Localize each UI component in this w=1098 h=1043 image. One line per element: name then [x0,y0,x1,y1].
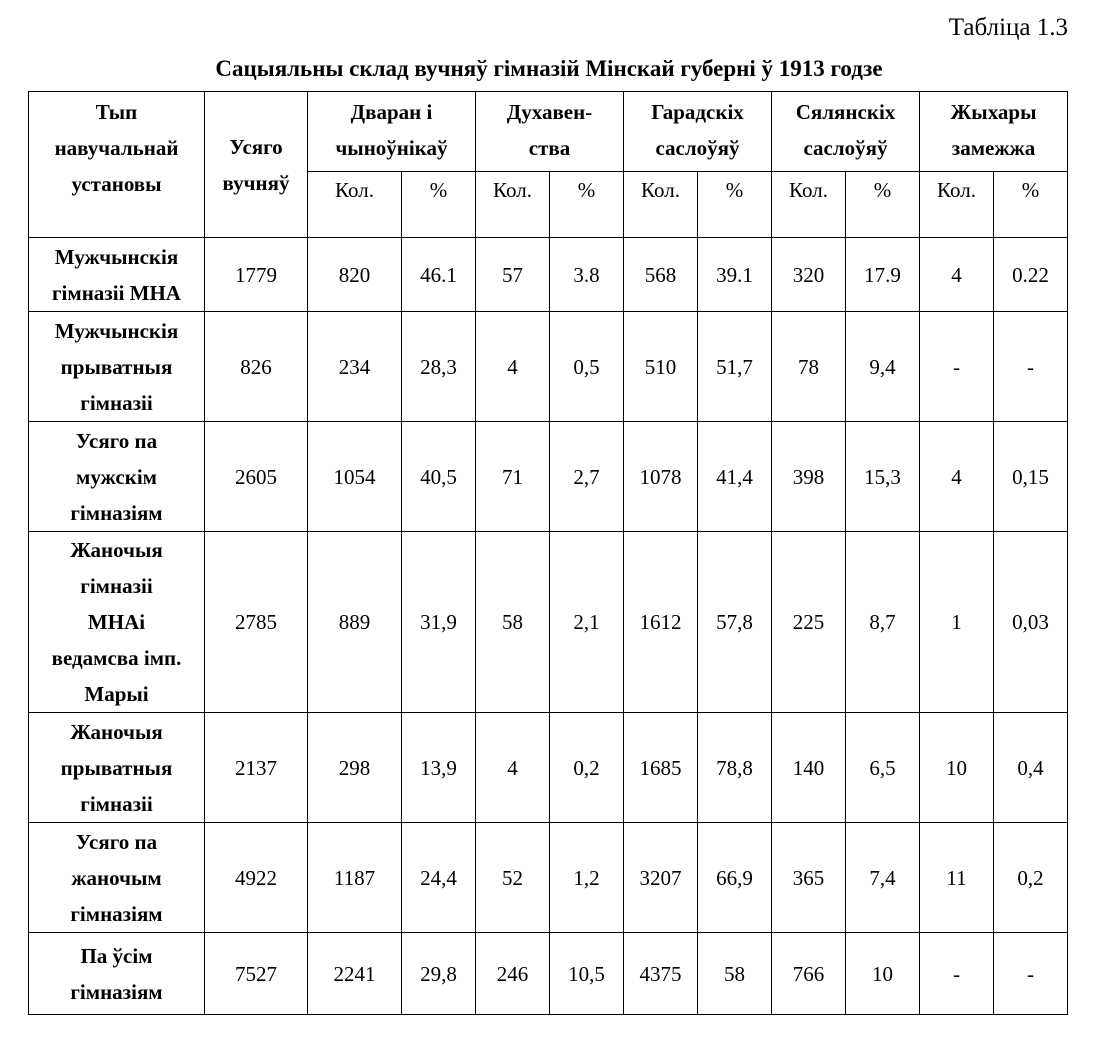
total-cell: 7527 [205,933,308,1015]
percent-cell: 46.1 [402,238,476,312]
count-cell: 1078 [624,422,698,532]
count-cell: 398 [772,422,846,532]
row-label: Мужчынскія гімназіі МНА [29,238,205,312]
row-label: Па ўсім гімназіям [29,933,205,1015]
percent-cell: - [994,933,1068,1015]
count-cell: 52 [476,823,550,933]
count-cell: 4 [920,422,994,532]
count-cell: 234 [308,312,402,422]
percent-cell: 28,3 [402,312,476,422]
header-group-urban: Гарадскіх саслоўяў [624,92,772,172]
header-row-groups [29,92,1068,172]
percent-cell: 2,7 [550,422,624,532]
table-title: Сацыяльны склад вучняў гімназій Мінскай губерні ў 1913 годзе [215,56,883,81]
count-cell: 298 [308,713,402,823]
header-total-col: Усяго вучняў [205,92,308,238]
percent-cell: 40,5 [402,422,476,532]
percent-cell: 57,8 [698,532,772,713]
percent-cell: 29,8 [402,933,476,1015]
percent-cell: 0,15 [994,422,1068,532]
count-cell: 820 [308,238,402,312]
table-row [29,422,1068,532]
percent-cell: 0,2 [550,713,624,823]
percent-cell: 66,9 [698,823,772,933]
social-composition-table [28,91,1068,1015]
count-cell: 4 [920,238,994,312]
percent-cell: 10 [846,933,920,1015]
count-cell: 3207 [624,823,698,933]
count-cell: 766 [772,933,846,1015]
count-cell: 11 [920,823,994,933]
table-number: Табліца 1.3 [948,14,1068,41]
percent-cell: 31,9 [402,532,476,713]
total-cell: 1779 [205,238,308,312]
table-row [29,823,1068,933]
header-group-peasant: Сялянскіх саслоўяў [772,92,920,172]
count-cell: 365 [772,823,846,933]
row-label: Жаночыя прыватныя гімназіі [29,713,205,823]
table-row [29,532,1068,713]
header-group-clergy: Духавен- ства [476,92,624,172]
header-count: Кол. [476,172,550,238]
total-cell: 826 [205,312,308,422]
percent-cell: 0.22 [994,238,1068,312]
count-cell: 57 [476,238,550,312]
percent-cell: 8,7 [846,532,920,713]
percent-cell: 78,8 [698,713,772,823]
header-group-foreign: Жыхары замежжа [920,92,1068,172]
count-cell: 2241 [308,933,402,1015]
row-label: Усяго па жаночым гімназіям [29,823,205,933]
count-cell: 58 [476,532,550,713]
header-percent: % [550,172,624,238]
count-cell: 4 [476,312,550,422]
table-body [29,238,1068,1015]
header-type-col: Тып навучальнай установы [29,92,205,238]
percent-cell: 39.1 [698,238,772,312]
percent-cell: 0,5 [550,312,624,422]
total-cell: 2785 [205,532,308,713]
count-cell: 140 [772,713,846,823]
percent-cell: 51,7 [698,312,772,422]
table-row [29,933,1068,1015]
total-cell: 2137 [205,713,308,823]
table-row [29,238,1068,312]
count-cell: 246 [476,933,550,1015]
percent-cell: 7,4 [846,823,920,933]
count-cell: 889 [308,532,402,713]
count-cell: - [920,933,994,1015]
header-count: Кол. [920,172,994,238]
table-row [29,312,1068,422]
header-count: Кол. [624,172,698,238]
percent-cell: - [994,312,1068,422]
count-cell: 510 [624,312,698,422]
row-label: Усяго па мужскім гімназіям [29,422,205,532]
percent-cell: 15,3 [846,422,920,532]
count-cell: 1054 [308,422,402,532]
total-cell: 4922 [205,823,308,933]
count-cell: 4 [476,713,550,823]
percent-cell: 10,5 [550,933,624,1015]
table-row [29,713,1068,823]
count-cell: 320 [772,238,846,312]
count-cell: 10 [920,713,994,823]
header-group-nobility: Дваран і чыноўнікаў [308,92,476,172]
percent-cell: 1,2 [550,823,624,933]
count-cell: 1685 [624,713,698,823]
row-label: Жаночыя гімназіі МНАі ведамсва імп. Марыі [29,532,205,713]
percent-cell: 13,9 [402,713,476,823]
percent-cell: 58 [698,933,772,1015]
count-cell: - [920,312,994,422]
total-cell: 2605 [205,422,308,532]
percent-cell: 6,5 [846,713,920,823]
header-count: Кол. [308,172,402,238]
percent-cell: 3.8 [550,238,624,312]
header-count: Кол. [772,172,846,238]
percent-cell: 2,1 [550,532,624,713]
count-cell: 1612 [624,532,698,713]
row-label: Мужчынскія прыватныя гімназіі [29,312,205,422]
percent-cell: 0,03 [994,532,1068,713]
count-cell: 568 [624,238,698,312]
percent-cell: 17.9 [846,238,920,312]
header-percent: % [846,172,920,238]
count-cell: 1187 [308,823,402,933]
count-cell: 225 [772,532,846,713]
count-cell: 1 [920,532,994,713]
percent-cell: 9,4 [846,312,920,422]
count-cell: 4375 [624,933,698,1015]
percent-cell: 41,4 [698,422,772,532]
header-percent: % [402,172,476,238]
header-percent: % [994,172,1068,238]
percent-cell: 0,4 [994,713,1068,823]
header-percent: % [698,172,772,238]
count-cell: 71 [476,422,550,532]
percent-cell: 0,2 [994,823,1068,933]
percent-cell: 24,4 [402,823,476,933]
count-cell: 78 [772,312,846,422]
